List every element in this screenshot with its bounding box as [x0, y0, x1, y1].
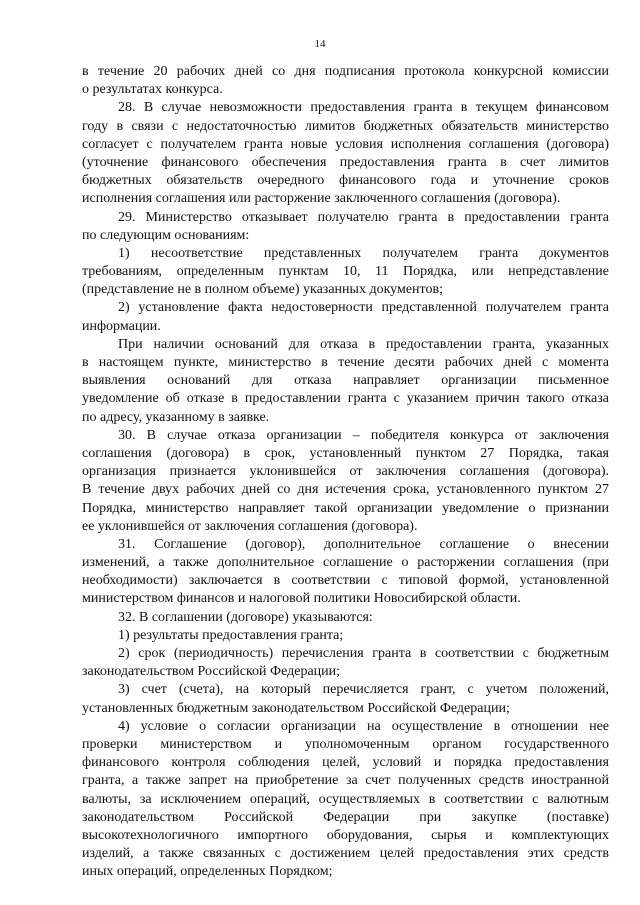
text-line: 29. Министерство отказывает получателю гранта в предоставлении гранта	[118, 209, 609, 225]
text-line: При наличии оснований для отказа в предоставлении гранта, указанных	[118, 336, 609, 352]
text-line: (представление не в полном объеме) указанных документов;	[82, 282, 443, 298]
text-line: в течение 20 рабочих дней со дня подписания протокола конкурсной комиссии	[82, 64, 609, 79]
text-line: В течение двух рабочих дней со дня истечения срока, установленного пунктом 27	[82, 482, 609, 498]
text-line: уведомление об отказе в предоставлении гранта с указанием причин такого отказа	[82, 391, 609, 407]
text-line: законодательством Российской Федерации при закупке (поставке)	[82, 809, 609, 825]
text-line: высокотехнологичного импортного оборудования, сырья и комплектующих	[82, 827, 609, 843]
page-number: 14	[314, 38, 326, 50]
text-line: 30. В случае отказа организации – победителя конкурса от заключения	[118, 427, 609, 443]
document-body	[82, 63, 609, 881]
text-line: 2) установление факта недостоверности представленной получателем гранта	[118, 300, 609, 316]
text-line: согласует с получателем гранта новые условия исполнения соглашения (договора)	[82, 136, 609, 152]
text-line: министерством финансов и налоговой политики Новосибирской области.	[82, 591, 521, 607]
text-line: 1) результаты предоставления гранта;	[118, 627, 344, 643]
text-line: гранта, а также запрет на приобретение за счет полученных средств иностранной	[82, 773, 609, 789]
text-line: по адресу, указанному в заявке.	[82, 409, 270, 425]
text-line: законодательством Российской Федерации;	[82, 664, 341, 680]
text-line: исполнения соглашения или расторжение заключенного соглашения (договора).	[82, 191, 561, 207]
text-line: 4) условие о согласии организации на осуществление в отношении нее	[118, 718, 609, 734]
text-line: установленных бюджетным законодательством Российской Федерации;	[82, 700, 510, 716]
text-line: по следующим основаниям:	[82, 227, 250, 243]
text-line: валюты, за исключением операций, осуществляемых в соответствии с валютным	[82, 791, 609, 807]
text-line: изделий, а также связанных с достижением целей предоставления этих средств	[82, 846, 609, 862]
text-line: изменений, а также дополнительное соглашение о расторжении соглашения (при	[82, 555, 609, 571]
text-line: 3) счет (счета), на который перечисляется грант, с учетом положений,	[118, 682, 609, 698]
text-line: в настоящем пункте, министерство в течение десяти рабочих дней с момента	[82, 355, 609, 370]
text-line: 28. В случае невозможности предоставления гранта в текущем финансовом	[118, 100, 609, 116]
text-line: 32. В соглашении (договоре) указываются:	[118, 609, 373, 625]
text-line: соглашения (договора) в срок, установленный пунктом 27 Порядка, такая	[82, 445, 609, 461]
text-line: о результатах конкурса.	[82, 82, 223, 98]
text-line: (уточнение финансового обеспечения предоставления гранта в счет лимитов	[82, 154, 609, 170]
text-line: иных операций, определенных Порядком;	[82, 864, 333, 880]
text-line: необходимости) заключается в соответствии с типовой формой, установленной	[82, 573, 609, 589]
text-line: 2) срок (периодичность) перечисления гранта в соответствии с бюджетным	[118, 646, 609, 661]
text-line: году в связи с недостаточностью лимитов бюджетных обязательств министерство	[82, 118, 609, 134]
text-line: Порядка, министерство направляет такой организации уведомление о признании	[82, 500, 609, 516]
text-line: проверки министерством и уполномоченным органом государственного	[82, 736, 609, 752]
text-line: 1) несоответствие представленных получателем гранта документов	[118, 245, 609, 261]
text-line: бюджетных обязательств очередного финансового года и уточнение сроков	[82, 173, 609, 189]
text-line: 31. Соглашение (договор), дополнительное соглашение о внесении	[118, 536, 609, 552]
text-line: информации.	[82, 318, 161, 334]
text-line: организация признается уклонившейся от заключения соглашения (договора).	[82, 464, 609, 480]
text-line: выявления оснований для отказа направляет организации письменное	[82, 373, 609, 389]
text-line: требованиям, определенным пунктам 10, 11 Порядка, или непредставление	[82, 264, 609, 280]
text-line: ее уклонившейся от заключения соглашения (договора).	[82, 518, 418, 534]
text-line: финансового контроля соблюдения целей, условий и порядка предоставления	[82, 755, 609, 771]
